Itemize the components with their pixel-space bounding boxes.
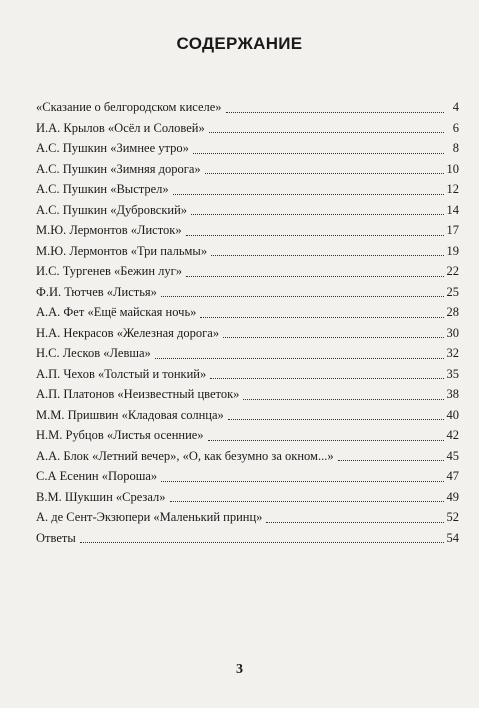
toc-entry-page: 6 — [452, 120, 459, 135]
toc-entry — [36, 179, 459, 200]
toc-entry-page: 45 — [446, 448, 459, 463]
toc-entry-title: А.А. Блок «Летний вечер», «О, как безумно за окном...» — [36, 448, 334, 463]
dot-leader — [205, 172, 444, 174]
dot-leader — [186, 275, 443, 277]
toc-entry-page: 10 — [446, 161, 459, 176]
toc-entry — [36, 261, 459, 282]
toc-entry-title: Н.А. Некрасов «Железная дорога» — [36, 325, 220, 340]
toc-entry-title: И.С. Тургенев «Бежин луг» — [36, 264, 183, 278]
dot-leader — [210, 377, 443, 379]
toc-entry-page: 17 — [446, 223, 459, 237]
page-number: 3 — [236, 662, 243, 677]
toc-entry-title: В.М. Шукшин «Срезал» — [36, 489, 166, 504]
toc-entry-title: И.А. Крылов «Осёл и Соловей» — [36, 120, 205, 135]
toc-entry-title: А.С. Пушкин «Выстрел» — [36, 182, 169, 196]
dot-leader — [170, 500, 444, 502]
toc-entry-page: 25 — [446, 284, 459, 299]
toc-entry-title: А.С. Пушкин «Зимнее утро» — [36, 141, 189, 155]
toc-entry — [36, 282, 459, 303]
toc-entry-title: «Сказание о белгородском киселе» — [36, 100, 222, 114]
dot-leader — [161, 295, 444, 297]
dot-leader — [193, 152, 444, 154]
toc-entry-title: А.С. Пушкин «Дубровский» — [36, 202, 188, 217]
toc-entry — [36, 138, 459, 159]
toc-entry — [36, 343, 459, 364]
dot-leader — [266, 521, 443, 523]
dot-leader — [223, 336, 443, 338]
toc-entry-page: 22 — [446, 264, 459, 278]
toc-entry — [36, 159, 459, 180]
toc-entry-page: 12 — [446, 182, 459, 196]
toc-entry-title: А.П. Платонов «Неизвестный цветок» — [36, 387, 240, 401]
dot-leader — [338, 459, 444, 461]
toc-entry — [36, 118, 459, 139]
toc-entry-title: А.А. Фет «Ещё майская ночь» — [36, 305, 197, 319]
dot-leader — [243, 398, 443, 400]
dot-leader — [200, 316, 443, 318]
toc-entry — [36, 97, 459, 118]
toc-entry — [36, 405, 459, 426]
toc-entry-page: 52 — [446, 510, 459, 524]
dot-leader — [173, 193, 444, 195]
toc-entry-page: 35 — [446, 366, 459, 381]
toc-entry-title: М.Ю. Лермонтов «Листок» — [36, 223, 182, 237]
dot-leader — [161, 480, 443, 482]
dot-leader — [209, 131, 444, 133]
toc-entry-page: 28 — [446, 305, 459, 319]
toc-entry-page: 49 — [446, 489, 459, 504]
toc-entry-page: 8 — [452, 141, 459, 155]
toc-entry-title: А.С. Пушкин «Зимняя дорога» — [36, 161, 201, 176]
toc-entry — [36, 364, 459, 385]
dot-leader — [211, 254, 443, 256]
dot-leader — [226, 111, 444, 113]
page-title: СОДЕРЖАНИЕ — [176, 34, 303, 53]
toc-entry — [36, 487, 459, 508]
dot-leader — [186, 234, 444, 236]
dot-leader — [208, 439, 444, 441]
toc-entry-title: Ф.И. Тютчев «Листья» — [36, 284, 157, 299]
toc-entry-page: 54 — [446, 530, 459, 545]
toc-entry-title: М.М. Пришвин «Кладовая солнца» — [36, 407, 224, 422]
toc-entry-title: А. де Сент-Экзюпери «Маленький принц» — [36, 510, 263, 524]
toc-entry — [36, 425, 459, 446]
dot-leader — [80, 541, 444, 543]
toc-entry-page: 30 — [446, 325, 459, 340]
toc-entry — [36, 302, 459, 323]
toc-entry-title: Н.М. Рубцов «Листья осенние» — [36, 428, 204, 442]
dot-leader — [191, 213, 443, 215]
toc-entry-title: Ответы — [36, 530, 76, 545]
toc-entry-page: 42 — [446, 428, 459, 442]
toc-entry-page: 19 — [446, 243, 459, 258]
toc-entry-page: 32 — [446, 346, 459, 360]
dot-leader — [155, 357, 444, 359]
table-of-contents — [36, 97, 459, 548]
toc-entry-title: С.А Есенин «Пороша» — [36, 469, 158, 483]
toc-entry-page: 14 — [446, 202, 459, 217]
toc-entry-page: 40 — [446, 407, 459, 422]
toc-entry — [36, 507, 459, 528]
toc-entry — [36, 528, 459, 549]
dot-leader — [228, 418, 444, 420]
toc-entry — [36, 446, 459, 467]
toc-entry — [36, 384, 459, 405]
toc-entry — [36, 466, 459, 487]
toc-entry — [36, 220, 459, 241]
toc-entry-page: 47 — [446, 469, 459, 483]
toc-entry-title: Н.С. Лесков «Левша» — [36, 346, 151, 360]
toc-entry-page: 38 — [446, 387, 459, 401]
toc-entry-title: М.Ю. Лермонтов «Три пальмы» — [36, 243, 208, 258]
toc-entry-title: А.П. Чехов «Толстый и тонкий» — [36, 366, 207, 381]
toc-entry — [36, 241, 459, 262]
toc-entry — [36, 323, 459, 344]
toc-entry-page: 4 — [452, 100, 459, 114]
toc-entry — [36, 200, 459, 221]
